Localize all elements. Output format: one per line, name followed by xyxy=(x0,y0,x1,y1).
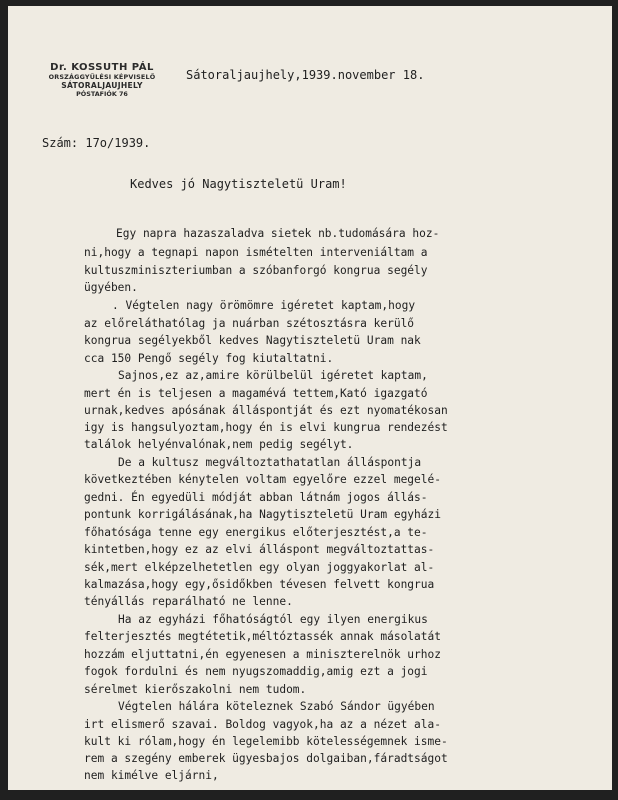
letter-page xyxy=(8,6,612,790)
body-line: nem kimélve eljárni, xyxy=(84,769,219,782)
letterhead-name: Dr. KOSSUTH PÁL xyxy=(50,62,154,73)
body-line: felterjesztés megtétetik,méltóztassék annak másolatát xyxy=(84,630,441,643)
letterhead-city: SÁTORALJAUJHELY xyxy=(61,81,143,90)
body-line: kalmazása,hogy egy,ősidőkben tévesen felvett kongrua xyxy=(84,578,435,591)
body-line: sérelmet kierőszakolni nem tudom. xyxy=(84,683,307,696)
body-line: sék,mert elképzelhetetlen egy olyan joggyakorlat al- xyxy=(84,561,435,574)
body-line: Egy napra hazaszaladva sietek nb.tudomására hoz- xyxy=(116,227,440,240)
body-line: pontunk korrigálásának,ha Nagytiszteletü Uram egyházi xyxy=(84,508,441,521)
body-line: fogok fordulni és nem nyugszomaddig,amig ezt a jogi xyxy=(84,665,428,678)
body-line: cca 150 Pengő segély fog kiutaltatni. xyxy=(84,352,334,365)
body-line: hozzám eljuttatni,én egyenesen a miniszterelnök urhoz xyxy=(84,648,441,661)
letterhead-title: ORSZÁGGYŰLÉSI KÉPVISELŐ xyxy=(48,73,156,81)
body-line: De a kultusz megváltoztathatatlan álláspontja xyxy=(118,456,422,469)
body-line: igy is hangsulyoztam,hogy én is elvi kungrua rendezést xyxy=(84,421,448,434)
reference-number: Szám: 17o/1939. xyxy=(42,136,151,150)
body-line: . Végtelen nagy örömömre igéretet kaptam,hogy xyxy=(112,299,416,312)
body-line: kultuszminiszteriumban a szóbanforgó kongrua segély xyxy=(84,264,428,277)
body-line: kintetben,hogy ez az elvi álláspont megváltoztattas- xyxy=(84,543,435,556)
body-line: rem a szegény emberek ügyesbajos dolgaiban,fáradtságot xyxy=(84,752,448,765)
body-line: kult ki rólam,hogy én legelemibb kötelességemnek isme- xyxy=(84,735,448,748)
body-line: ügyében. xyxy=(84,281,138,294)
body-line: Végtelen hálára köteleznek Szabó Sándor ügyében xyxy=(118,700,435,713)
greeting: Kedves jó Nagytiszteletü Uram! xyxy=(130,177,347,191)
letterhead-postbox: PÓSTAFIÓK 76 xyxy=(76,90,128,98)
body-line: Sajnos,ez az,amire körülbelül igéretet kaptam, xyxy=(118,369,428,382)
body-line: Ha az egyházi főhatóságtól egy ilyen energikus xyxy=(118,613,428,626)
body-line: mert én is teljesen a magamévá tettem,Kató igazgató xyxy=(84,387,428,400)
body-line: találok helyénvalónak,nem pedig segélyt. xyxy=(84,438,354,451)
body-line: irt elismerő szavai. Boldog vagyok,ha az a nézet ala- xyxy=(84,718,441,731)
date-line: Sátoraljaujhely,1939.november 18. xyxy=(186,68,425,82)
body-line: következtében kénytelen voltam egyelőre ezzel megelé- xyxy=(84,473,441,486)
body-line: gedni. Én egyedüli módját abban látnám jogos állás- xyxy=(84,491,428,504)
body-line: urnak,kedves apósának álláspontját és ezt nyomatékosan xyxy=(84,404,448,417)
body-line: főhatósága tenne egy energikus előterjesztést,a te- xyxy=(84,526,428,539)
body-line: az előreláthatólag ja nuárban szétosztásra kerülő xyxy=(84,317,415,330)
body-line: kongrua segélyekből kedves Nagytiszteletü Uram nak xyxy=(84,334,421,347)
letterhead xyxy=(28,62,176,98)
body-line: tényállás reparálható ne lenne. xyxy=(84,595,293,608)
body-line: ni,hogy a tegnapi napon ismételten interveniáltam a xyxy=(84,246,428,259)
